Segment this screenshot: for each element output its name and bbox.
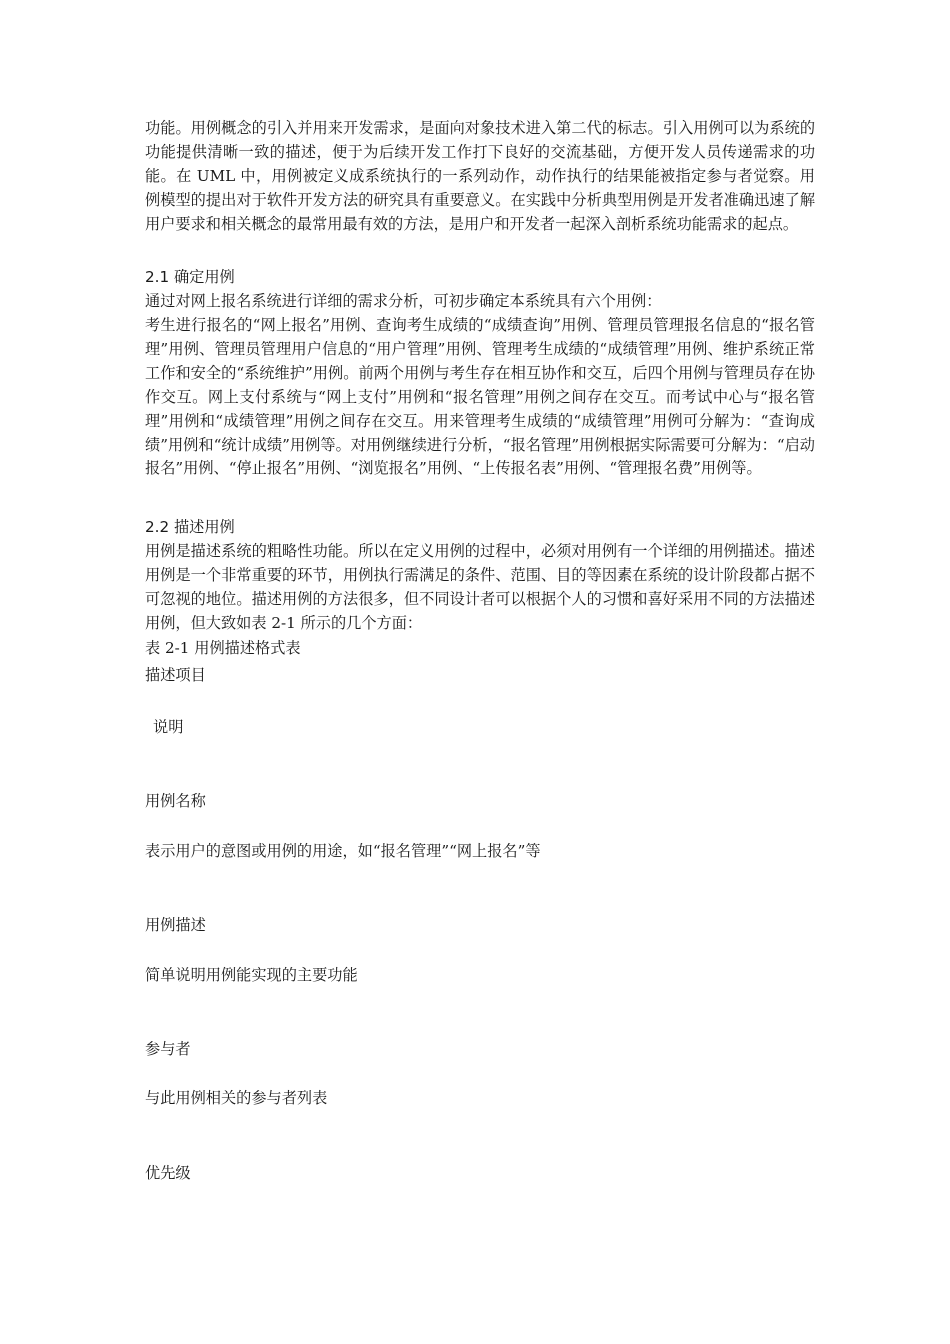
- section-2-1-heading: 2.1 确定用例: [145, 268, 235, 286]
- section-2-2-heading: 2.2 描述用例: [145, 518, 235, 536]
- table-row-desc: 表示用户的意图或用例的用途，如“报名管理”“网上报名”等: [145, 842, 541, 860]
- intro-paragraph: 功能。用例概念的引入并用来开发需求，是面向对象技术进入第二代的标志。引入用例可以为系统的功能提供清晰一致的描述，便于为后续开发工作打下良好的交流基础，方便开发人员传递需求的功能。在 UML 中，用例被定义成系统执行的一系列动作，动作执行的结果能被指定参与者觉察。用例模型的提出对于软件开发方法的研究具有重要意义。在实践中分析典型用例是开发者准确迅速了解用户要求和相关概念的最常用最有效的方法，是用户和开发者一起深入剖析系统功能需求的起点。: [145, 119, 815, 233]
- section-2-1-body: 考生进行报名的“网上报名”用例、查询考生成绩的“成绩查询”用例、管理员管理报名信息的“报名管理”用例、管理员管理用户信息的“用户管理”用例、管理考生成绩的“成绩管理”用例、维护系统正常工作和安全的“系统维护”用例。前两个用例与考生存在相互协作和交互，后四个用例与管理员存在协作交互。网上支付系统与“网上支付”用例和“报名管理”用例之间存在交互。而考试中心与“报名管理”用例和“成绩管理”用例之间存在交互。用来管理考生成绩的“成绩管理”用例可分解为：“查询成绩”用例和“统计成绩”用例等。对用例继续进行分析，“报名管理”用例根据实际需要可分解为：“启动报名”用例、“停止报名”用例、“浏览报名”用例、“上传报名表”用例、“管理报名费”用例等。: [145, 316, 815, 478]
- table-row-item: 用例名称: [145, 792, 206, 810]
- table-caption: 表 2-1 用例描述格式表: [145, 639, 301, 657]
- table-header-item: 描述项目: [145, 666, 206, 684]
- section-2-1-lead: 通过对网上报名系统进行详细的需求分析，可初步确定本系统具有六个用例：: [145, 292, 662, 310]
- table-row-item: 优先级: [145, 1164, 191, 1182]
- table-row-item: 用例描述: [145, 916, 206, 934]
- table-row-item: 参与者: [145, 1040, 191, 1058]
- table-row-desc: 与此用例相关的参与者列表: [145, 1089, 328, 1107]
- section-2-2-body: 用例是描述系统的粗略性功能。所以在定义用例的过程中，必须对用例有一个详细的用例描述。描述用例是一个非常重要的环节，用例执行需满足的条件、范围、目的等因素在系统的设计阶段都占据不可忽视的地位。描述用例的方法很多，但不同设计者可以根据个人的习惯和喜好采用不同的方法描述用例，但大致如表 2-1 所示的几个方面：: [145, 542, 815, 632]
- table-header-desc: 说明: [153, 718, 184, 736]
- table-row-desc: 简单说明用例能实现的主要功能: [145, 966, 358, 984]
